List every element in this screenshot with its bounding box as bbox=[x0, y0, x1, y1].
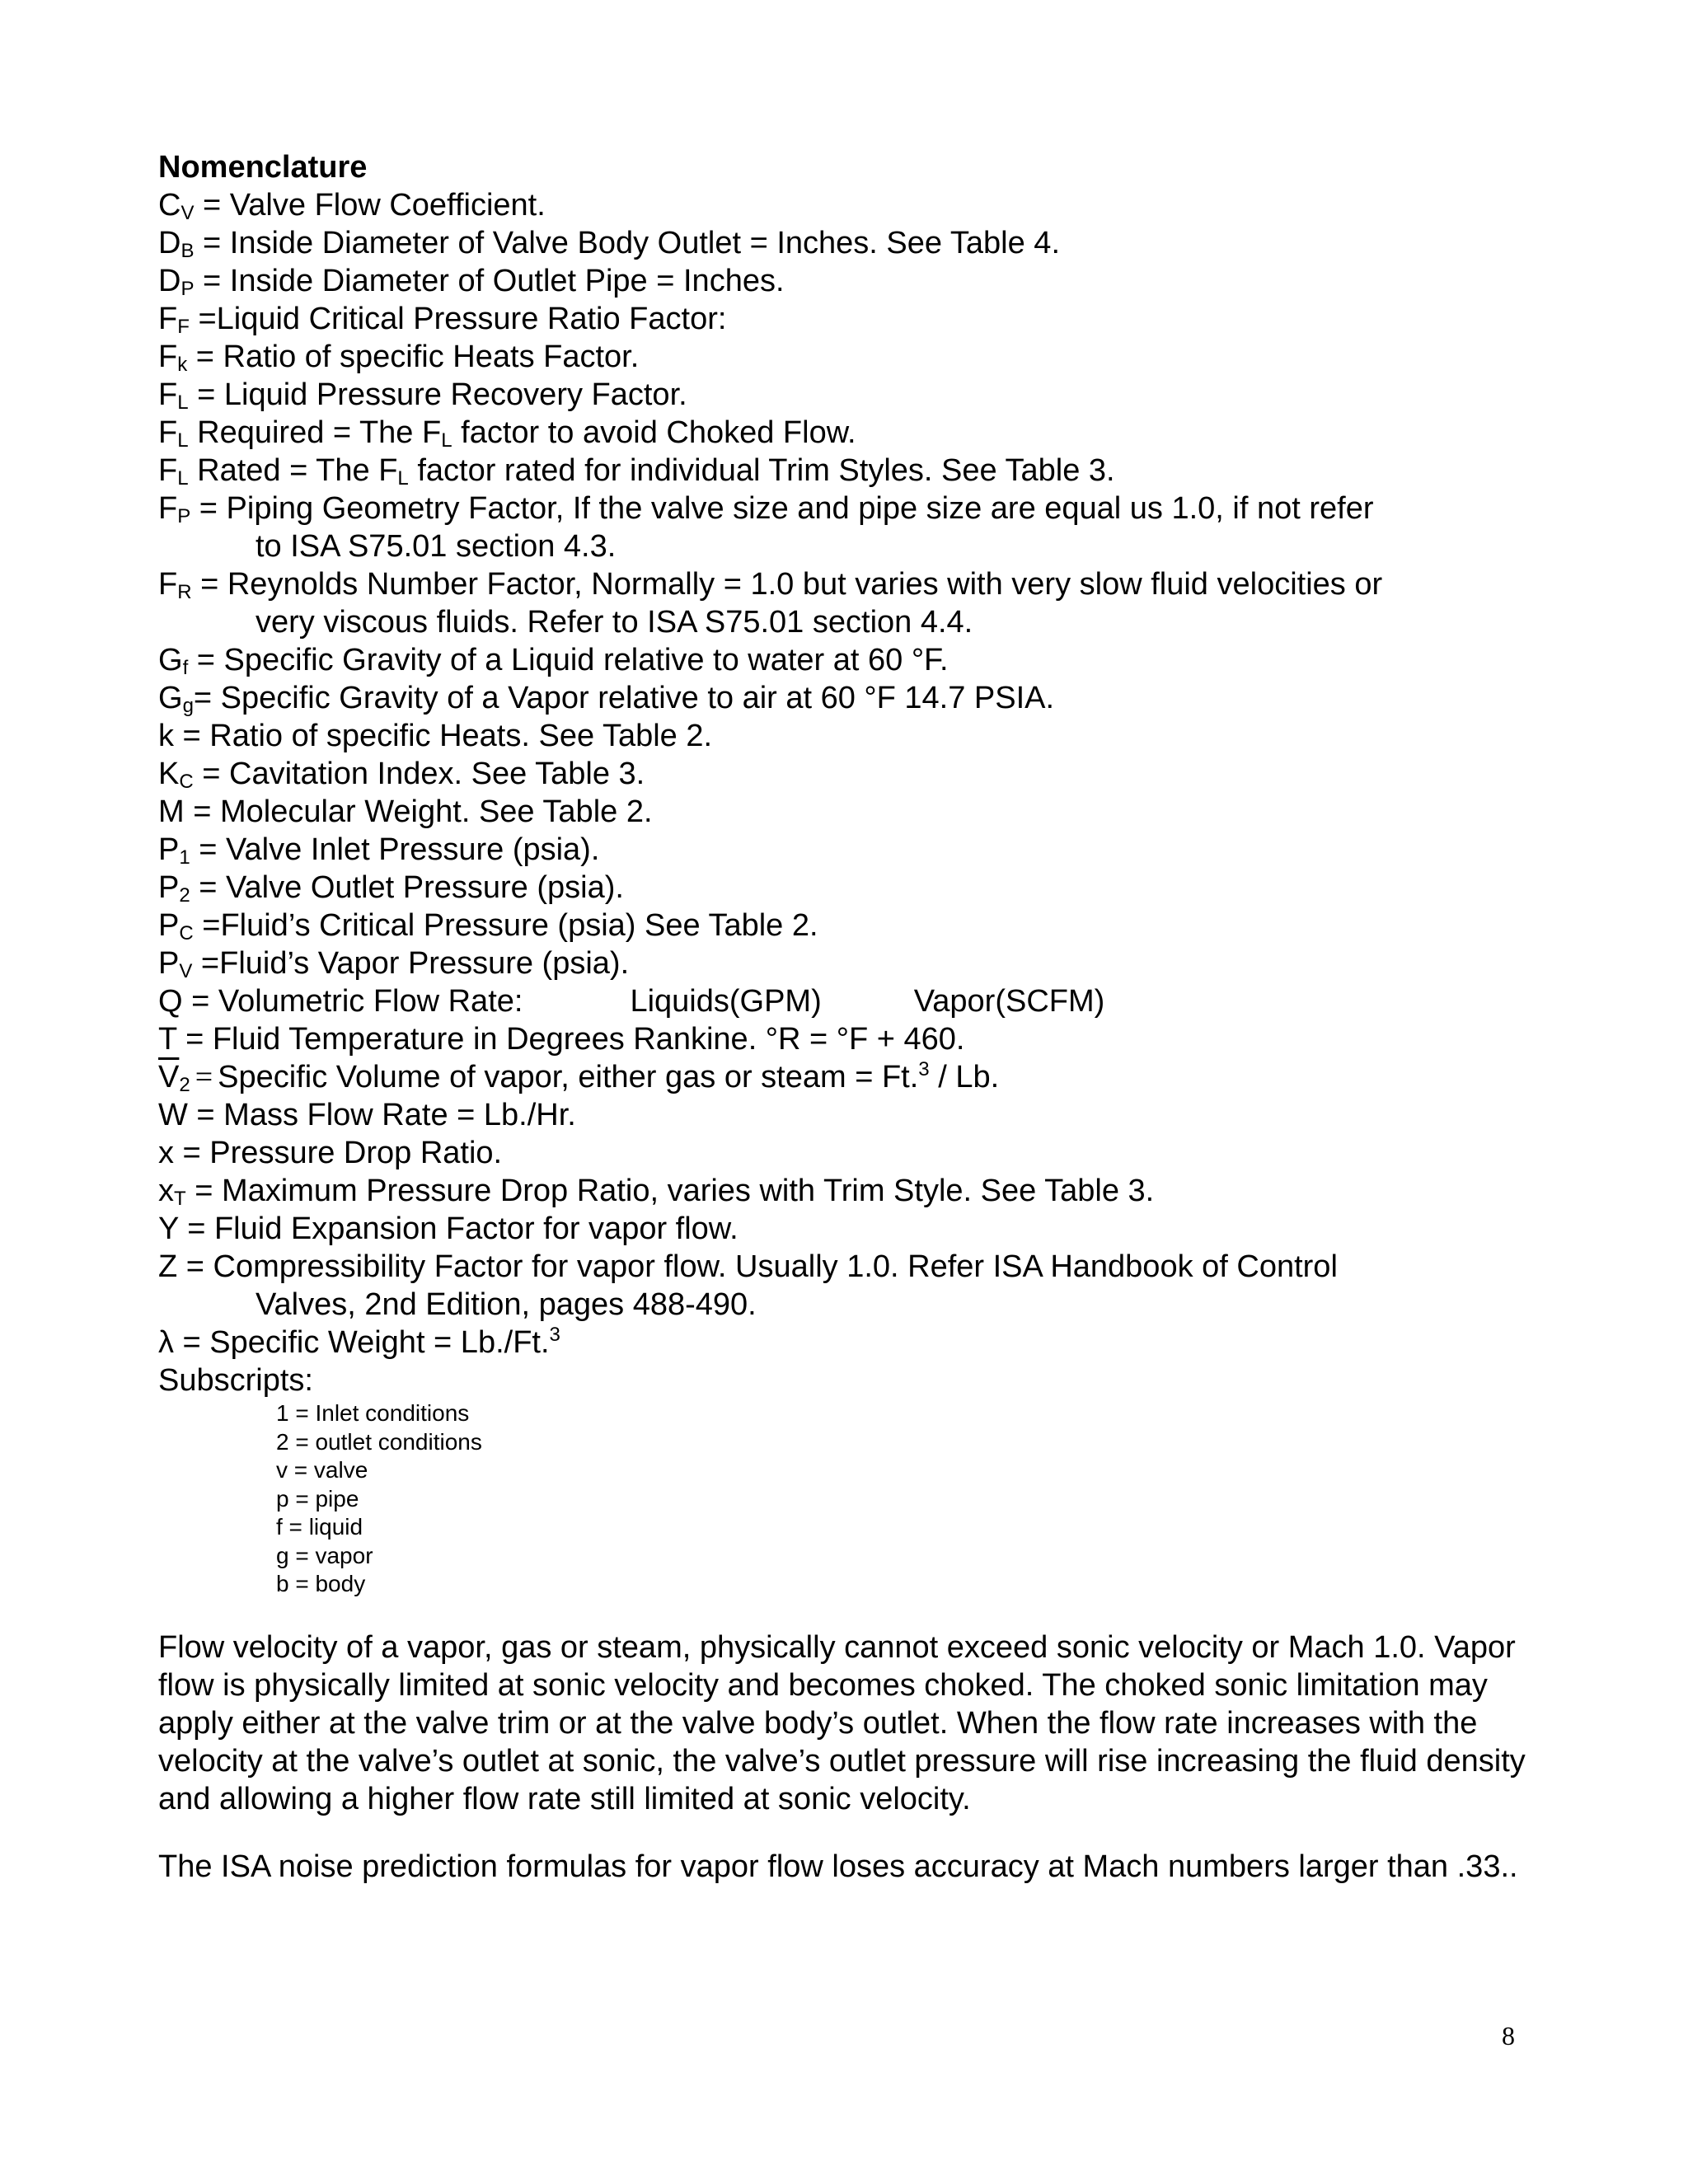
subscript-item: f = liquid bbox=[276, 1514, 363, 1540]
entry-fl-required: $F_L$ Required = The $F_L$ factor to avoid Choked Flow. bbox=[158, 415, 856, 452]
entry-ff: $F_F$ =Liquid Critical Pressure Ratio Factor: bbox=[158, 302, 727, 338]
entry-z: Z = Compressibility Factor for vapor flow. Usually 1.0. Refer ISA Handbook of Control bbox=[158, 1249, 1338, 1284]
subscript-item: 2 = outlet conditions bbox=[276, 1428, 482, 1455]
entry-pv: $P_V$ =Fluid’s Vapor Pressure (psia). bbox=[158, 946, 630, 982]
entry-gg: $G_g=$ Specific Gravity of a Vapor relative to air at 60 °F 14.7 PSIA. bbox=[158, 681, 1055, 717]
entry-p2: $P_2$ = Valve Outlet Pressure (psia). bbox=[158, 870, 624, 907]
entry-cv: $C_V$ = Valve Flow Coefficient. bbox=[158, 188, 546, 224]
entry-gf: $G_f$ = Specific Gravity of a Liquid relative to water at 60 °F. bbox=[158, 643, 949, 679]
q-vapor-unit: Vapor(SCFM) bbox=[913, 984, 1105, 1019]
subscript-item: b = body bbox=[276, 1571, 366, 1596]
entry-k: k = Ratio of specific Heats. See Table 2. bbox=[158, 719, 713, 753]
paragraph-noise-prediction: The ISA noise prediction formulas for vapor flow loses accuracy at Mach numbers larger than .33.. bbox=[158, 1849, 1518, 1884]
subscript-item: g = vapor bbox=[276, 1542, 373, 1568]
entry-z-continued: Valves, 2nd Edition, pages 488-490. bbox=[256, 1287, 757, 1322]
subscript-item: v = valve bbox=[276, 1457, 368, 1483]
entry-fp: $F_P$ = Piping Geometry Factor, If the valve size and pipe size are equal us 1.0, if not refer bbox=[158, 491, 1374, 527]
entry-fr-continued: very viscous fluids. Refer to ISA S75.01 section 4.4. bbox=[256, 605, 973, 640]
entry-lambda: λ = Specific Weight = Lb./Ft.$^3$ bbox=[158, 1324, 560, 1360]
entry-fk: $F_k$ = Ratio of specific Heats Factor. bbox=[158, 340, 640, 376]
paragraph-noise-block bbox=[158, 1848, 1543, 1886]
page-number: 8 bbox=[1502, 2021, 1515, 2050]
entry-fr: $F_R$ = Reynolds Number Factor, Normally = 1.0 but varies with very slow fluid velocities or bbox=[158, 567, 1383, 603]
entry-fl-rated: $F_L$ Rated = The $F_L$ factor rated for individual Trim Styles. See Table 3. bbox=[158, 453, 1115, 490]
paragraph-sonic-velocity: Flow velocity of a vapor, gas or steam, physically cannot exceed sonic velocity or Mach 1.0. Vapor flow is physically limited at sonic velocity and becomes choked. The choked sonic limitation may apply either at the valve trim or at the valve body’s outlet. When the flow rate increases with the velocity at the valve’s outlet at sonic, the valve’s outlet pressure will rise increasing the fluid density and allowing a higher flow rate still limited at sonic velocity. bbox=[158, 1629, 1526, 1816]
q-liquids-unit: Liquids(GPM) bbox=[630, 984, 822, 1019]
subscript-item: 1 = Inlet conditions bbox=[276, 1400, 470, 1426]
entry-x: x = Pressure Drop Ratio. bbox=[158, 1136, 503, 1170]
entry-t: T = Fluid Temperature in Degrees Rankine. °R = °F + 460. bbox=[158, 1022, 965, 1057]
entry-q: Q = Volumetric Flow Rate: Liquids(GPM) Vapor(SCFM) bbox=[158, 984, 1105, 1019]
entry-xt: $x_T$ = Maximum Pressure Drop Ratio, varies with Trim Style. See Table 3. bbox=[158, 1174, 1155, 1210]
entry-v2: $\overline{V}_2$ = Specific Volume of vapor, either gas or steam = Ft.$^3$ / Lb. bbox=[158, 1058, 1000, 1096]
entry-fl: $F_L$ = Liquid Pressure Recovery Factor. bbox=[158, 377, 687, 414]
subscripts-list bbox=[158, 1399, 1543, 1599]
entry-pc: $P_C$ =Fluid’s Critical Pressure (psia) See Table 2. bbox=[158, 908, 818, 944]
entry-p1: $P_1$ = Valve Inlet Pressure (psia). bbox=[158, 832, 600, 869]
entry-w: W = Mass Flow Rate = Lb./Hr. bbox=[158, 1098, 576, 1132]
entry-fp-continued: to ISA S75.01 section 4.3. bbox=[256, 529, 617, 564]
entry-dp: $D_P$ = Inside Diameter of Outlet Pipe = Inches. bbox=[158, 264, 785, 300]
page-content bbox=[158, 148, 1543, 1886]
entry-kc: $K_C$ = Cavitation Index. See Table 3. bbox=[158, 757, 645, 793]
subscript-item: p = pipe bbox=[276, 1485, 359, 1511]
subscripts-label: Subscripts: bbox=[158, 1363, 313, 1398]
entry-db: $D_B$ = Inside Diameter of Valve Body Outlet = Inches. See Table 4. bbox=[158, 226, 1060, 262]
nomenclature-heading: Nomenclature bbox=[158, 150, 368, 185]
paragraph-sonic-velocity-block bbox=[158, 1629, 1543, 1818]
entry-m: M = Molecular Weight. See Table 2. bbox=[158, 794, 653, 829]
entry-y: Y = Fluid Expansion Factor for vapor flow. bbox=[158, 1212, 738, 1246]
